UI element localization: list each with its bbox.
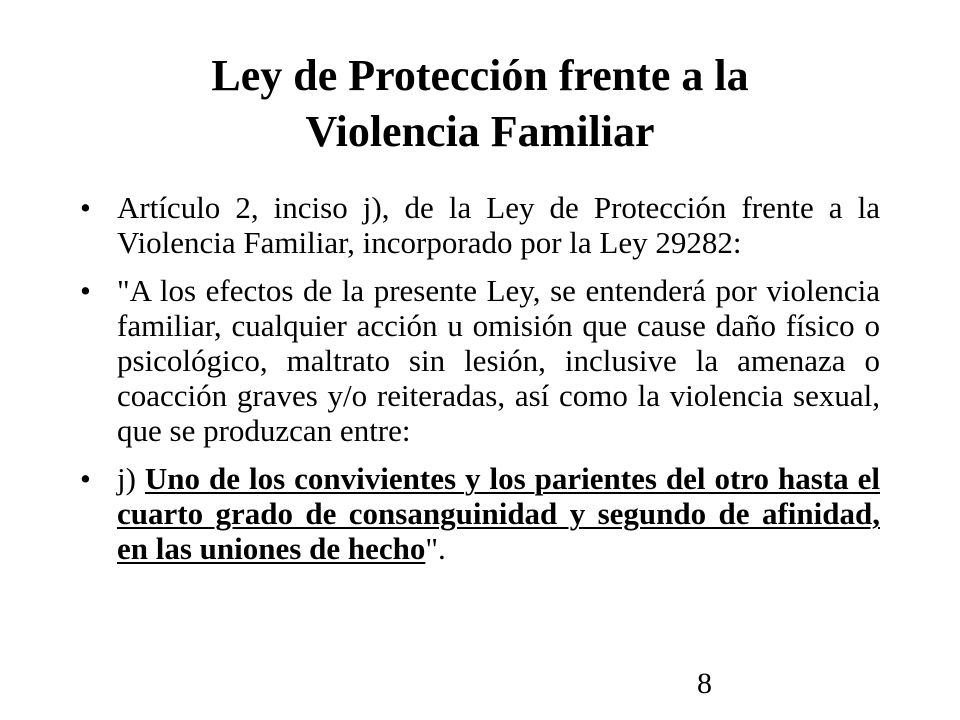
clause-suffix: ". xyxy=(425,531,446,566)
bullet-text-article: Artículo 2, inciso j), de la Ley de Protección frente a la Violencia Familiar, incorporado por la Ley 29282: xyxy=(117,190,880,260)
bullet-text-clause-j xyxy=(117,461,880,566)
slide-title-line-1: Ley de Protección frente a la xyxy=(211,51,749,100)
bullet-item-clause-j xyxy=(80,461,880,566)
bullet-icon: • xyxy=(80,273,91,308)
page-number: 8 xyxy=(697,667,712,700)
bullet-text-definition: "A los efectos de la presente Ley, se entenderá por violencia familiar, cualquier acción u omisión que cause daño físico o psicológico, maltrato sin lesión, inclusive la amenaza o coacción graves y/o reiteradas, así como la violencia sexual, que se produzcan entre: xyxy=(117,273,880,448)
slide-title-line-2: Violencia Familiar xyxy=(305,107,655,156)
clause-prefix: j) xyxy=(117,461,145,496)
bullet-item-definition xyxy=(80,273,880,448)
slide-title xyxy=(80,48,880,160)
clause-emphasis: Uno de los convivientes y los parientes del otro hasta el cuarto grado de consanguinidad y segundo de afinidad, en las uniones de hecho xyxy=(117,461,880,566)
bullet-item-article xyxy=(80,190,880,260)
bullet-icon: • xyxy=(80,190,91,225)
bullet-icon: • xyxy=(80,461,91,496)
bullet-list xyxy=(80,190,880,579)
